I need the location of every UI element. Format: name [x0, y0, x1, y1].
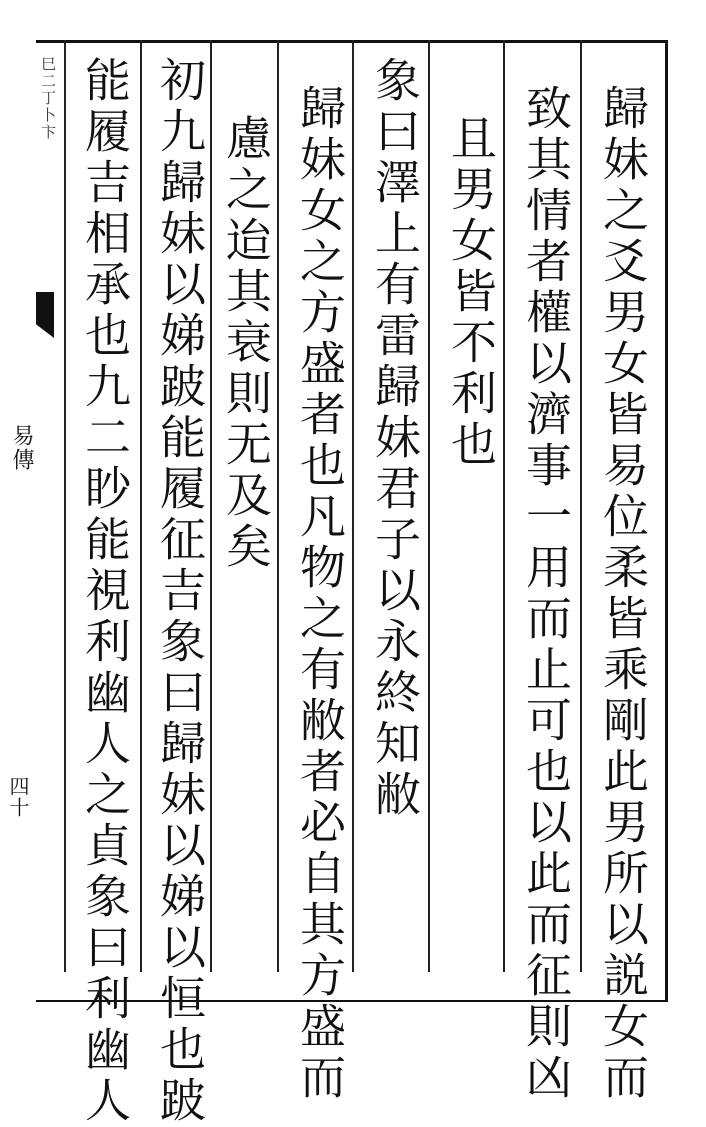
- column-rule: [580, 40, 582, 972]
- column-rule: [352, 40, 354, 972]
- chapter-fragment: 巳二丁卜卞: [39, 56, 57, 141]
- gutter: [36, 44, 56, 964]
- text-column-8: 能履吉相承也九二眇能視利幽人之貞象曰利幽人: [78, 56, 132, 1127]
- column-rule: [140, 40, 142, 972]
- text-column-6: 慮之迨其衰則无及矣: [219, 114, 273, 573]
- text-column-3: 且男女皆不利也: [444, 114, 498, 471]
- text-column-7: 初九歸妹以娣跛能履征吉象曰歸妹以娣以恒也跛: [153, 56, 207, 1127]
- leaf-number: 四十: [6, 776, 30, 818]
- text-column-5: 歸妹女之方盛者也凡物之有敝者必自其方盛而: [293, 84, 347, 1104]
- text-column-1: 歸妹之爻男女皆易位柔皆乘剛此男所以説女而: [596, 84, 650, 1104]
- text-column-4: 象曰澤上有雷歸妹君子以永終知敝: [368, 56, 422, 821]
- column-rule: [503, 40, 505, 972]
- column-rule: [428, 40, 430, 972]
- column-rule: [277, 40, 279, 972]
- text-column-2: 致其情者權以濟事一用而止可也以此而征則凶: [519, 84, 573, 1104]
- column-rule: [64, 40, 66, 972]
- column-rule: [210, 40, 212, 972]
- book-title: 易傳: [9, 424, 34, 472]
